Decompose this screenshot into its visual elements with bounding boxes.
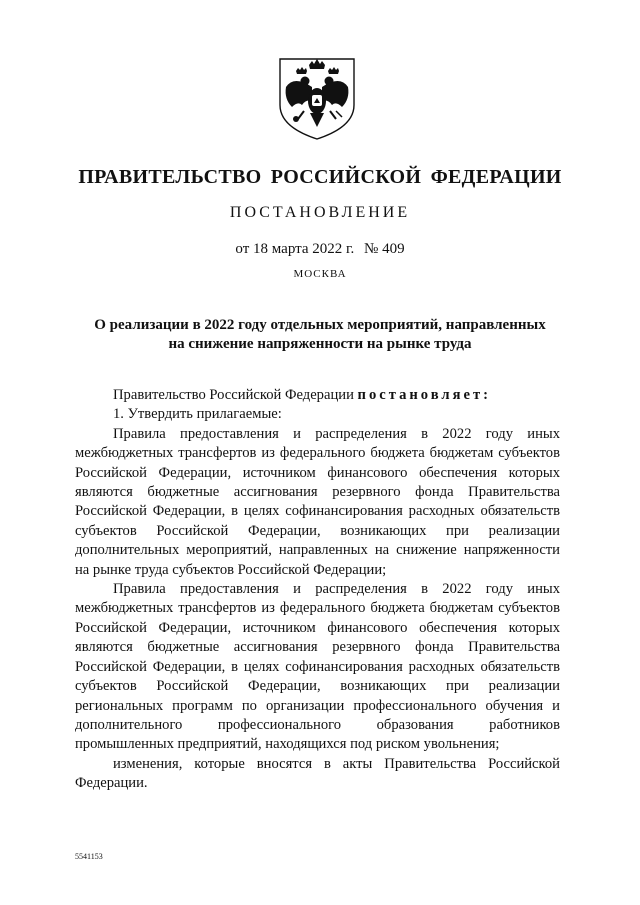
government-title: ПРАВИТЕЛЬСТВО РОССИЙСКОЙ ФЕДЕРАЦИИ bbox=[78, 166, 562, 188]
subject-line-2: на снижение напряженности на рынке труда bbox=[168, 336, 472, 352]
document-body bbox=[75, 386, 560, 794]
intro-prefix: Правительство Российской Федерации bbox=[113, 387, 354, 403]
item-1: 1. Утвердить прилагаемые: bbox=[113, 406, 282, 423]
intro-verb: постановляет: bbox=[357, 387, 491, 403]
paragraph-3: изменения, которые вносятся в акты Правительства Российской Федерации. bbox=[75, 755, 560, 792]
document-date-line bbox=[0, 241, 640, 258]
document-date: от 18 марта 2022 г. bbox=[235, 241, 355, 257]
subject-line-1: О реализации в 2022 году отдельных мероприятий, направленных bbox=[94, 317, 546, 333]
coat-of-arms-icon bbox=[272, 53, 362, 143]
intro-paragraph bbox=[75, 386, 560, 405]
paragraph-2: Правила предоставления и распределения в 2022 году иных межбюджетных трансфертов из федерального бюджета бюджетам субъектов Российской Федерации, источником финансового обеспечения которых являются бюджетные ассигнования резервного фонда Правительства Российской Федерации, в целях софинансирования расходных обязательств субъектов Российской Федерации, возникающих при реализации региональных программ по организации профессионального обучения и дополнительного профессионального образования работников промышленных предприятий, находящихся под риском увольнения; bbox=[75, 581, 560, 753]
document-subject bbox=[60, 316, 580, 354]
document-type: ПОСТАНОВЛЕНИЕ bbox=[229, 204, 411, 221]
paragraph-1: Правила предоставления и распределения в 2022 году иных межбюджетных трансфертов из федерального бюджета бюджетам субъектов Российской Федерации, источником финансового обеспечения которых являются бюджетные ассигнования резервного фонда Правительства Российской Федерации, в целях софинансирования расходных обязательств субъектов Российской Федерации, возникающих при реализации дополнительных мероприятий, направленных на снижение напряженности на рынке труда субъектов Российской Федерации; bbox=[75, 425, 560, 578]
document-city: МОСКВА bbox=[293, 268, 347, 280]
footer-code: 5541153 bbox=[75, 852, 103, 861]
document-number: 409 bbox=[382, 241, 405, 257]
number-label: № bbox=[364, 241, 379, 257]
